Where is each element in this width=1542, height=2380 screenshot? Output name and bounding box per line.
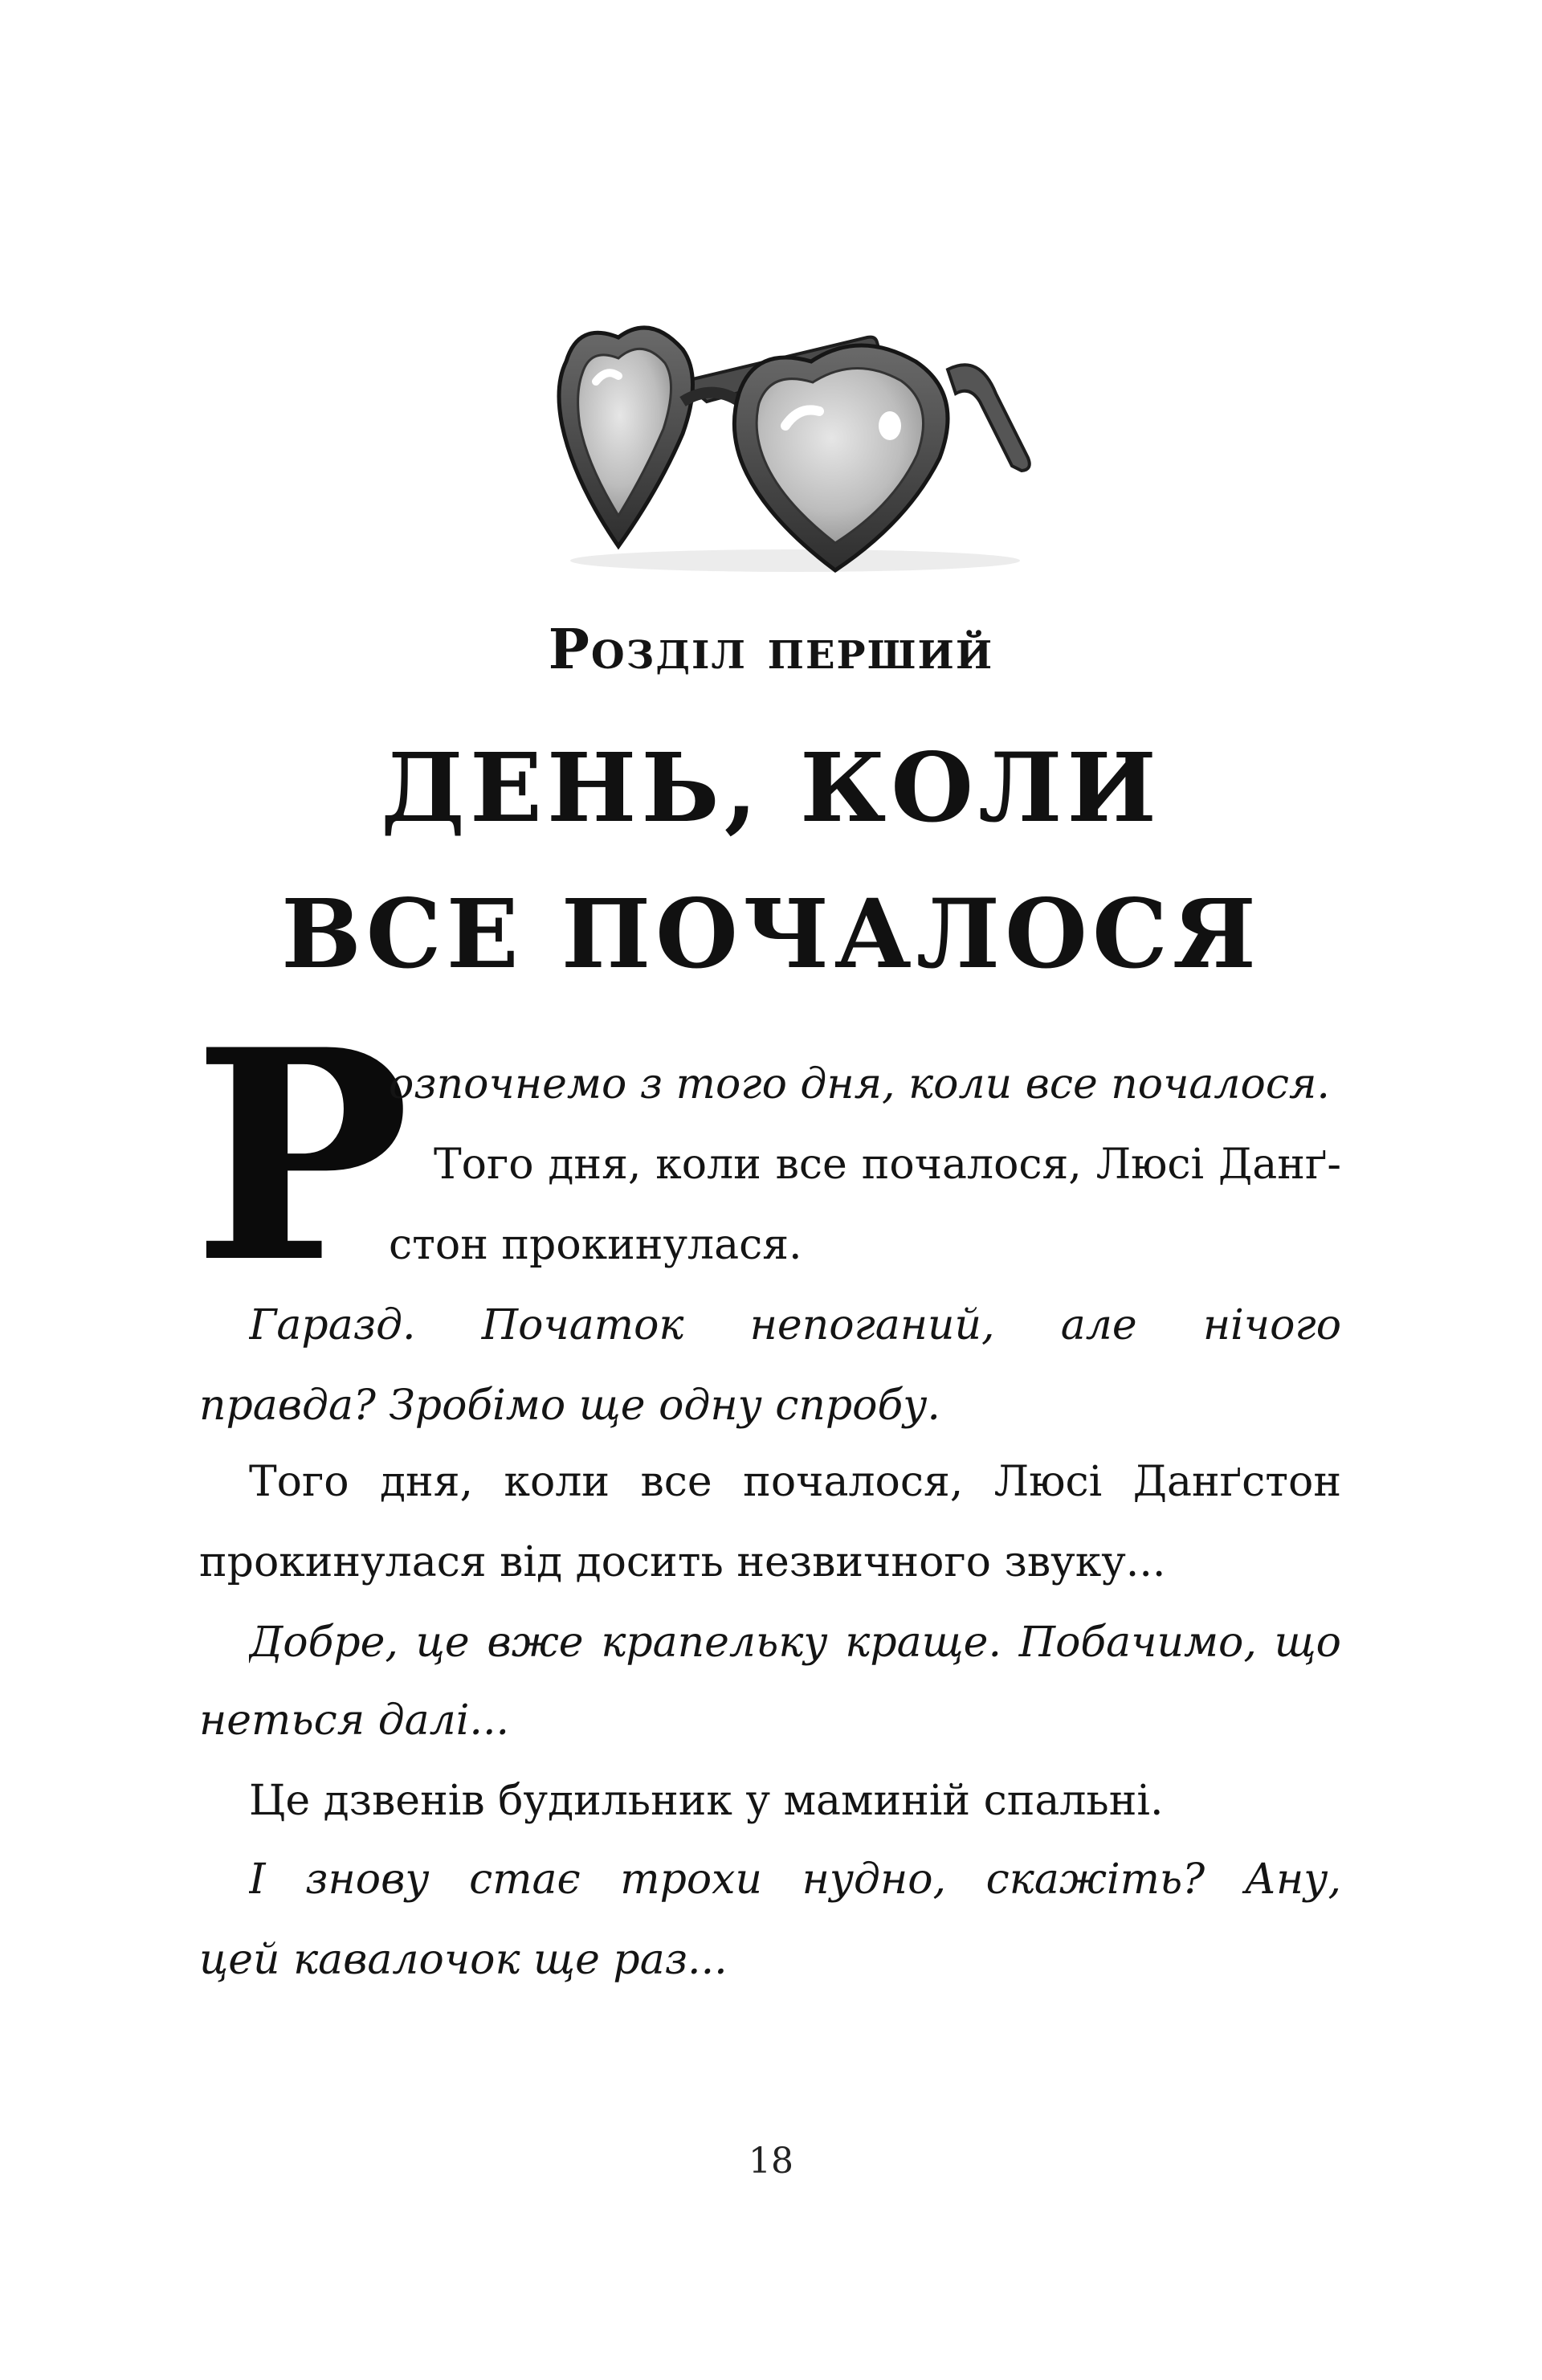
body-line-4: Гаразд. Початок непоганий, але нічого [249, 1301, 1341, 1349]
body-line-12: цей кавалочок ще раз... [199, 1936, 728, 1984]
body-line-6: Того дня, коли все почалося, Люсі Данґстон [249, 1458, 1341, 1506]
page-number: 18 [749, 2141, 793, 2182]
body-line-1: озпочнемо з того дня, коли все почалося. [389, 1060, 1330, 1108]
body-line-2: Того дня, коли все почалося, Люсі Данґ- [434, 1141, 1341, 1189]
body-line-9: неться далі... [199, 1696, 510, 1745]
chapter-title-line-2: ВСЕ ПОЧАЛОСЯ [281, 878, 1261, 990]
body-line-5: правда? Зробімо ще одну спробу. [199, 1382, 940, 1430]
chapter-title-line-1: ДЕНЬ, КОЛИ [381, 732, 1161, 843]
body-line-8: Добре, це вже крапельку краще. Побачимо, що [249, 1619, 1341, 1667]
body-line-3: стон прокинулася. [389, 1221, 802, 1269]
chapter-title [0, 715, 1542, 1007]
heart-sunglasses-illustration [530, 305, 1060, 578]
body-line-10: Це дзвенів будильник у маминій спальні. [249, 1777, 1164, 1825]
body-line-11: І знову стає трохи нудно, скажіть? Ану, [249, 1855, 1341, 1904]
drop-cap: Р [193, 986, 410, 1326]
chapter-label: Розділ перший [548, 618, 994, 682]
body-line-7: прокинулася від досить незвичного звуку... [199, 1538, 1166, 1586]
heart-sunglasses-icon [530, 305, 1060, 578]
